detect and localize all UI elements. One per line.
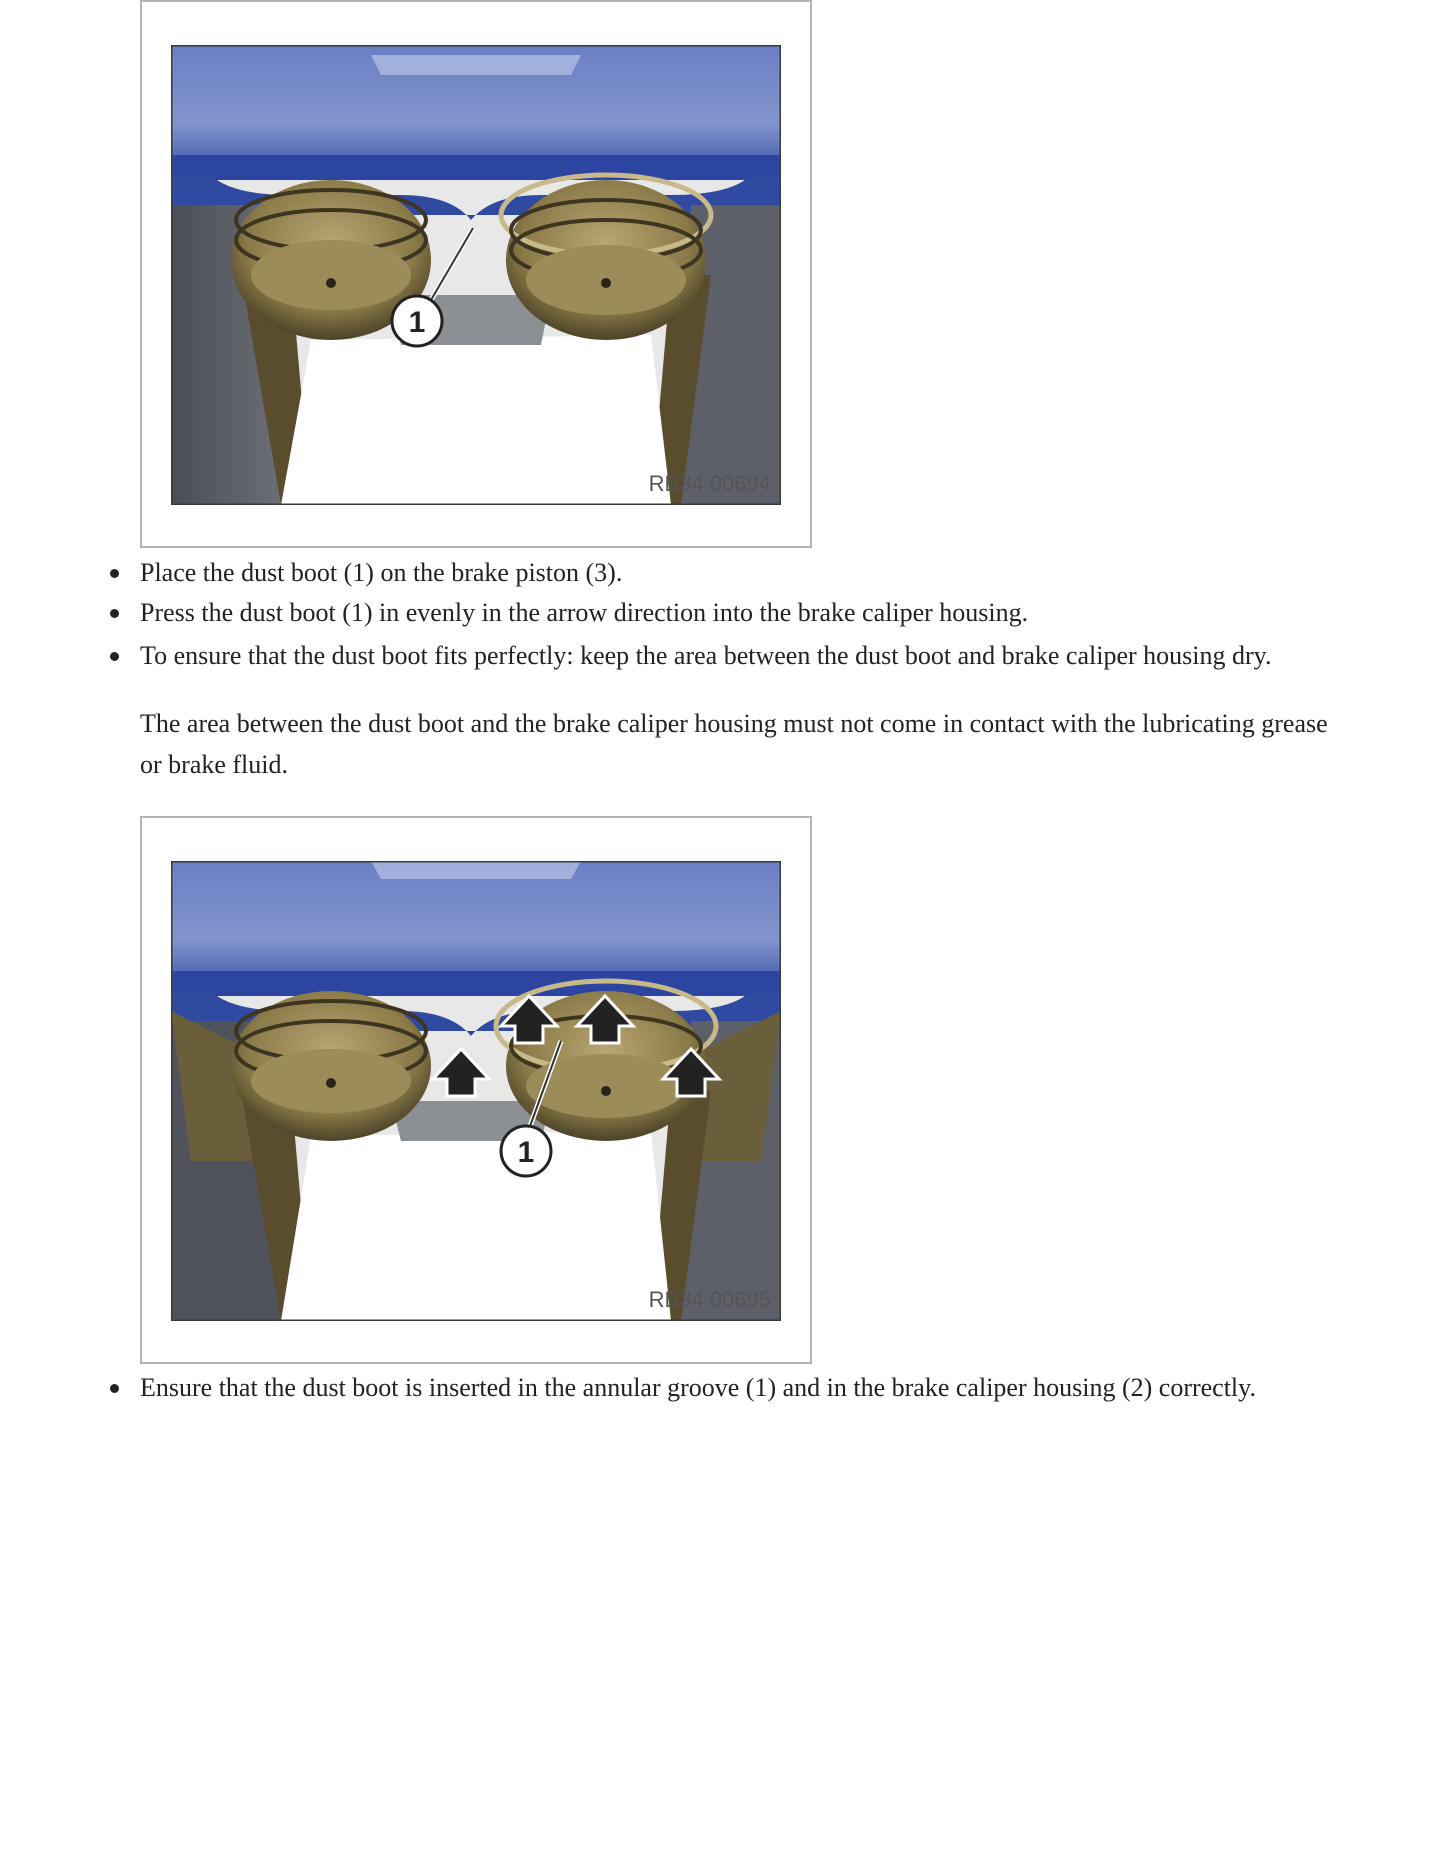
bullet-dot: [110, 652, 119, 661]
step-press-dust-boot: Press the dust boot (1) in evenly in the arrow direction into the brake caliper housing.: [140, 598, 1029, 627]
figure-code: RB34 00695: [648, 1287, 771, 1312]
figure-dust-boot-placement: [140, 0, 812, 548]
callout-1-label: 1: [408, 306, 426, 339]
step-verify-groove-seating: Ensure that the dust boot is inserted in the annular groove (1) and in the brake caliper housing (2) correctly.: [140, 1373, 1256, 1402]
step-keep-area-dry: To ensure that the dust boot fits perfectly: keep the area between the dust boot and brake caliper housing dry.: [140, 641, 1272, 670]
figure-code: RB34 00694: [648, 471, 771, 496]
bullet-dot: [110, 569, 119, 578]
figure-dust-boot-press: [140, 816, 812, 1364]
step-place-dust-boot: Place the dust boot (1) on the brake piston (3).: [140, 558, 623, 587]
figure-2-photo: [171, 861, 781, 1321]
bullet-dot: [110, 609, 119, 618]
bullet-dot: [110, 1384, 119, 1393]
note-lubricant-warning: The area between the dust boot and the brake caliper housing must not come in contact with the lubricating grease or brake fluid.: [140, 709, 1328, 779]
figure-1-photo: [171, 45, 781, 505]
callout-1-label: 1: [517, 1136, 535, 1169]
